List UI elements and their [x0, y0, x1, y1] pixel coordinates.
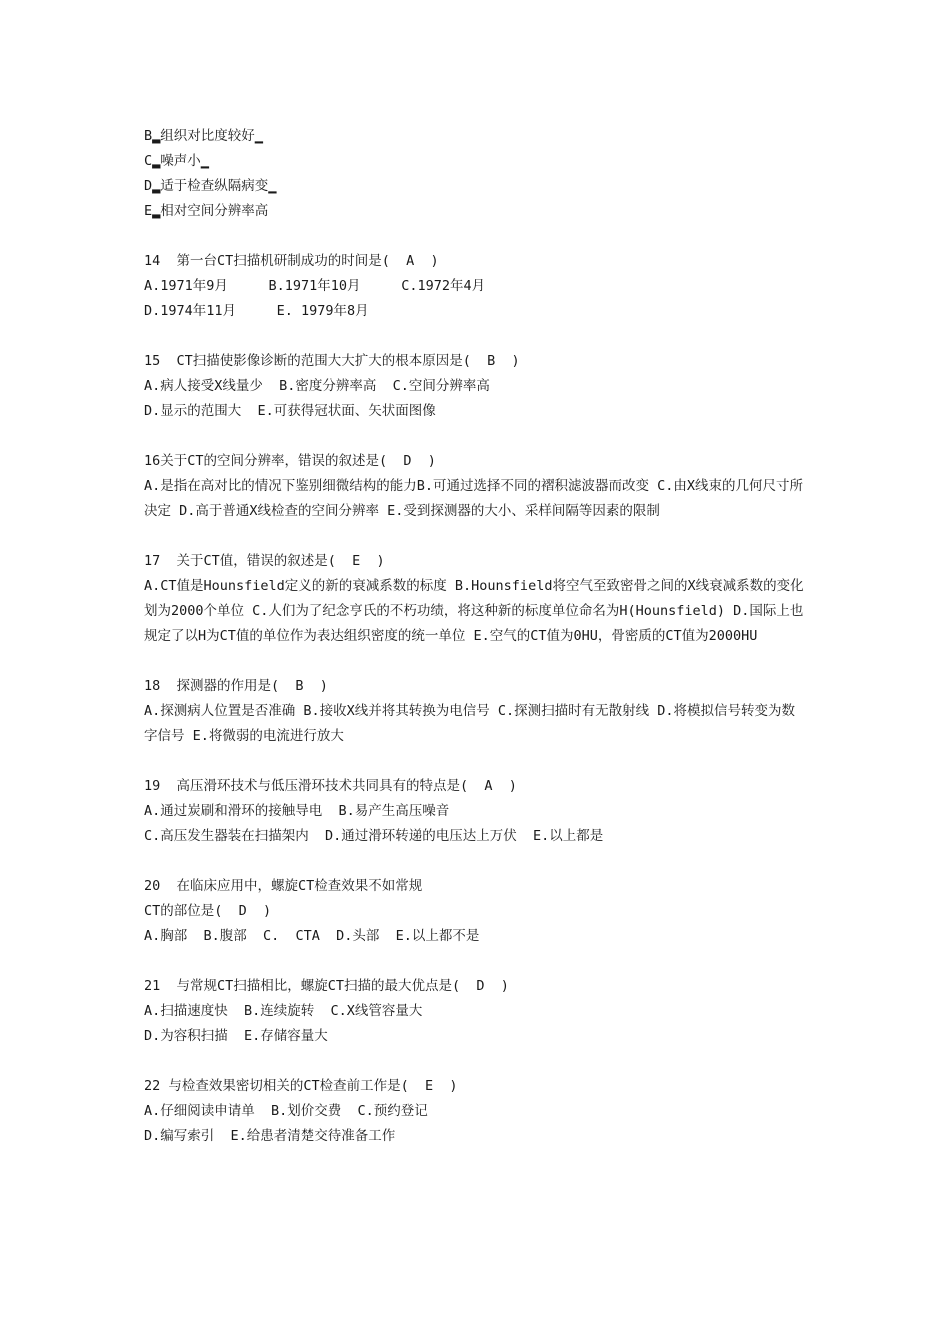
option-line: D▂适于检查纵隔病变▁ — [144, 178, 277, 194]
question-20: 20 在临床应用中，螺旋CT检查效果不如常规 — [144, 878, 423, 894]
spacer — [144, 649, 808, 674]
question-15: 15 CT扫描使影像诊断的范围大大扩大的根本原因是( B ) — [144, 353, 520, 369]
question-18: 18 探测器的作用是( B ) — [144, 678, 328, 694]
option-paragraph: A.探测病人位置是否准确 B.接收X线并将其转换为电信号 C.探测扫描时有无散射线 D.将模拟信号转变为数字信号 E.将微弱的电流进行放大 — [144, 703, 796, 744]
option-paragraph: A.CT值是Hounsfield定义的新的衰减系数的标度 B.Hounsfield将空气至致密骨之间的X线衰减系数的变化划为2000个单位 C.人们为了纪念亨氏的不朽功绩，将这种新的标度单位命名为H(Hounsfield) D.国际上也规定了以H为CT值的单位作为表达组织密度的统一单位 E.空气的CT值为0HU，骨密质的CT值为2000HU — [144, 578, 804, 644]
option-line: E▂相对空间分辨率高 — [144, 203, 269, 219]
document-content — [144, 124, 808, 1149]
option-line: A.1971年9月 B.1971年10月 C.1972年4月 — [144, 278, 486, 294]
question-19: 19 高压滑环技术与低压滑环技术共同具有的特点是( A ) — [144, 778, 517, 794]
question-16: 16关于CT的空间分辨率，错误的叙述是( D ) — [144, 453, 436, 469]
spacer — [144, 324, 808, 349]
option-line: A.仔细阅读申请单 B.划价交费 C.预约登记 — [144, 1103, 428, 1119]
option-paragraph: A.是指在高对比的情况下鉴别细微结构的能力B.可通过选择不同的褶积滤波器而改变 C.由X线束的几何尺寸所决定 D.高于普通X线检查的空间分辨率 E.受到探测器的大小、采样间隔等因素的限制 — [144, 478, 804, 519]
question-17: 17 关于CT值，错误的叙述是( E ) — [144, 553, 385, 569]
option-line: D.1974年11月 E. 1979年8月 — [144, 303, 369, 319]
question-22: 22 与检查效果密切相关的CT检查前工作是( E ) — [144, 1078, 458, 1094]
spacer — [144, 849, 808, 874]
option-line: A.扫描速度快 B.连续旋转 C.X线管容量大 — [144, 1003, 423, 1019]
option-line: D.编写索引 E.给患者清楚交待准备工作 — [144, 1128, 396, 1144]
spacer — [144, 1049, 808, 1074]
spacer — [144, 224, 808, 249]
spacer — [144, 524, 808, 549]
question-continuation: CT的部位是( D ) — [144, 903, 272, 919]
option-line: D.显示的范围大 E.可获得冠状面、矢状面图像 — [144, 403, 436, 419]
option-line: A.病人接受X线量少 B.密度分辨率高 C.空间分辨率高 — [144, 378, 490, 394]
option-line: B▂组织对比度较好▁ — [144, 128, 263, 144]
question-21: 21 与常规CT扫描相比，螺旋CT扫描的最大优点是( D ) — [144, 978, 509, 994]
option-line: C.高压发生器装在扫描架内 D.通过滑环转递的电压达上万伏 E.以上都是 — [144, 828, 604, 844]
option-line: C▂噪声小▁ — [144, 153, 209, 169]
option-line: A.胸部 B.腹部 C. CTA D.头部 E.以上都不是 — [144, 928, 480, 944]
option-line: A.通过炭刷和滑环的接触导电 B.易产生高压噪音 — [144, 803, 450, 819]
option-line: D.为容积扫描 E.存储容量大 — [144, 1028, 328, 1044]
question-14: 14 第一台CT扫描机研制成功的时间是( A ) — [144, 253, 439, 269]
spacer — [144, 424, 808, 449]
spacer — [144, 749, 808, 774]
spacer — [144, 949, 808, 974]
